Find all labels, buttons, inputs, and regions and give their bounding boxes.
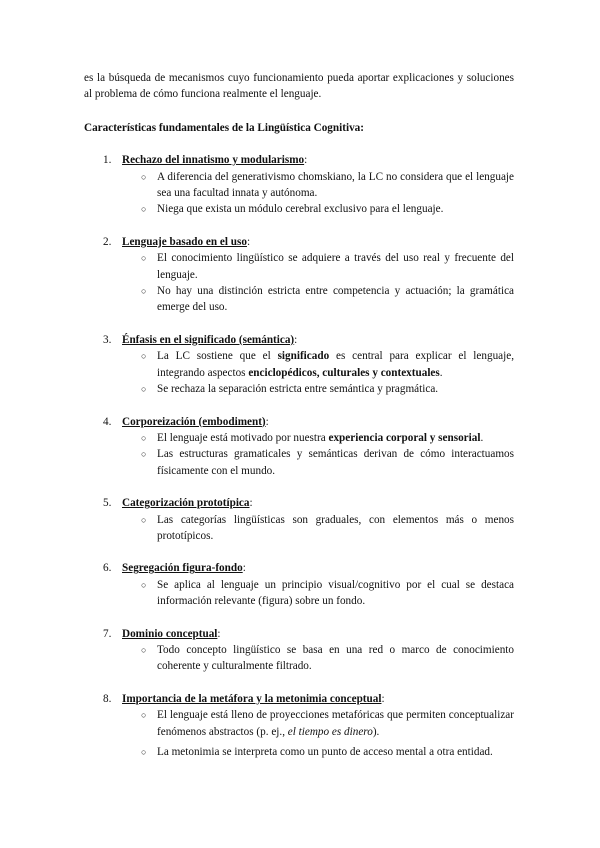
sub-item: ○ La LC sostiene que el significado es central para explicar el lenguaje, integrando aspectos enciclopédicos, culturales y contextuales.	[141, 350, 514, 379]
sub-list	[122, 642, 514, 675]
item-number: 6.	[103, 562, 112, 575]
sub-item: ○ El lenguaje está motivado por nuestra experiencia corporal y sensorial.	[122, 430, 514, 446]
sub-item: ○ El conocimiento lingüístico se adquiere a través del uso real y frecuente del lenguaje.	[141, 252, 514, 281]
list-item: 2. Lenguaje basado en el uso: ○ El conocimiento lingüístico se adquiere a través del uso real y frecuente del lenguaje. ○ No hay una distinción estricta entre competencia y actuación; la gramática emerge del uso.	[84, 234, 514, 316]
circle-bullet-icon: ○	[141, 514, 147, 525]
item-term: Rechazo del innatismo y modularismo	[122, 154, 305, 167]
item-term: Categorización prototípica	[122, 497, 250, 510]
sub-list	[122, 348, 514, 397]
sub-item: ○ Las estructuras gramaticales y semánticas derivan de cómo interactuamos físicamente con el mundo.	[141, 448, 514, 477]
sub-item: ○ Niega que exista un módulo cerebral exclusivo para el lenguaje.	[122, 201, 514, 217]
section-heading: Características fundamentales de la Lingüística Cognitiva:	[84, 121, 364, 134]
document-page	[84, 70, 514, 776]
item-term: Dominio conceptual	[122, 627, 218, 640]
circle-bullet-icon: ○	[141, 644, 147, 655]
sub-list	[122, 577, 514, 610]
item-number: 8.	[103, 692, 112, 705]
intro-paragraph: es la búsqueda de mecanismos cuyo funcionamiento pueda aportar explicaciones y soluciones al problema de cómo funciona realmente el lenguaje.	[84, 72, 514, 101]
list-item: 1. Rechazo del innatismo y modularismo: ○ A diferencia del generativismo chomskiano, la LC no considera que el lenguaje sea una facultad innata y autónoma. ○ Niega que exista un módulo cerebral exclusivo para el lenguaje.	[84, 152, 514, 218]
item-number: 1.	[103, 154, 112, 167]
sub-list	[122, 430, 514, 479]
list-item: 6. Segregación figura-fondo: ○ Se aplica al lenguaje un principio visual/cognitivo por el cual se destaca información relevante (figura) sobre un fondo.	[84, 560, 514, 609]
item-number: 4.	[103, 415, 112, 428]
list-item: 5. Categorización prototípica: ○ Las categorías lingüísticas son graduales, con elementos más o menos prototípicos.	[84, 495, 514, 544]
circle-bullet-icon: ○	[141, 351, 147, 362]
sub-item: ○ Se rechaza la separación estricta entre semántica y pragmática.	[122, 381, 514, 397]
sub-list	[122, 250, 514, 316]
item-term: Lenguaje basado en el uso	[122, 235, 247, 248]
item-term: Énfasis en el significado (semántica)	[122, 333, 295, 346]
item-term: Importancia de la metáfora y la metonimia conceptual	[122, 692, 382, 705]
item-number: 7.	[103, 627, 112, 640]
characteristics-list	[84, 152, 514, 760]
sub-item: ○ A diferencia del generativismo chomskiano, la LC no considera que el lenguaje sea una facultad innata y autónoma.	[141, 170, 514, 200]
circle-bullet-icon: ○	[141, 253, 147, 264]
item-number: 2.	[103, 235, 112, 248]
sub-item: ○ No hay una distinción estricta entre competencia y actuación; la gramática emerge del uso.	[141, 285, 514, 314]
item-term: Segregación figura-fondo	[122, 562, 243, 575]
circle-bullet-icon: ○	[141, 432, 147, 443]
circle-bullet-icon: ○	[141, 204, 147, 215]
item-term: Corporeización (embodiment)	[122, 415, 266, 428]
circle-bullet-icon: ○	[141, 384, 147, 395]
list-item: 3. Énfasis en el significado (semántica): ○ La LC sostiene que el significado es central para explicar el lenguaje, integrando aspectos enciclopédicos, culturales y contextuales. ○ Se rechaza la separación estricta entre semántica y pragmática.	[84, 332, 514, 398]
sub-list	[122, 169, 514, 218]
circle-bullet-icon: ○	[141, 449, 147, 460]
sub-item: ○ La metonimia se interpreta como un punto de acceso mental a otra entidad.	[122, 744, 514, 760]
circle-bullet-icon: ○	[141, 747, 147, 757]
list-item: 4. Corporeización (embodiment): ○ El lenguaje está motivado por nuestra experiencia corporal y sensorial. ○ Las estructuras gramaticales y semánticas derivan de cómo interactuamos físicamente con el mundo.	[84, 414, 514, 480]
item-number: 5.	[103, 497, 112, 510]
sub-list	[122, 707, 514, 760]
circle-bullet-icon: ○	[141, 286, 147, 297]
circle-bullet-icon: ○	[141, 171, 147, 182]
item-number: 3.	[103, 333, 112, 346]
sub-item: ○ Las categorías lingüísticas son graduales, con elementos más o menos prototípicos.	[141, 513, 514, 542]
sub-item: ○ El lenguaje está lleno de proyecciones metafóricas que permiten conceptualizar fenómenos abstractos (p. ej., el tiempo es dinero).	[141, 709, 514, 738]
sub-list	[122, 512, 514, 545]
list-item: 7. Dominio conceptual: ○ Todo concepto lingüístico se basa en una red o marco de conocimiento coherente y culturalmente filtrado.	[84, 626, 514, 675]
circle-bullet-icon: ○	[141, 579, 147, 590]
list-item: 8. Importancia de la metáfora y la metonimia conceptual: ○ El lenguaje está lleno de proyecciones metafóricas que permiten conceptualizar fenómenos abstractos (p. ej., el tiempo es dinero). ○ La metonimia se interpreta como un punto de acceso mental a otra entidad.	[84, 691, 514, 761]
sub-item: ○ Se aplica al lenguaje un principio visual/cognitivo por el cual se destaca información relevante (figura) sobre un fondo.	[141, 578, 514, 608]
sub-item: ○ Todo concepto lingüístico se basa en una red o marco de conocimiento coherente y culturalmente filtrado.	[141, 643, 514, 673]
circle-bullet-icon: ○	[141, 710, 147, 721]
